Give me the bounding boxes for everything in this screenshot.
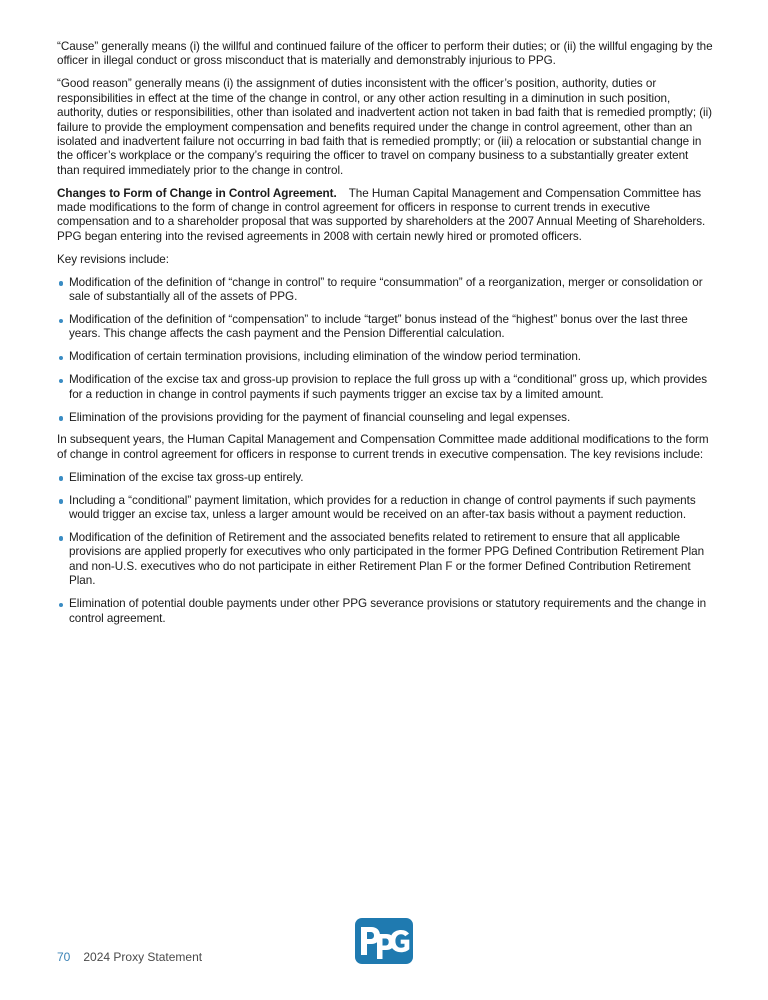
changes-section-paragraph [57,187,713,245]
bullet-icon [59,499,64,504]
list-item: Elimination of potential double payments under other PPG severance provisions or statutory requirements and the change in control agreement. [57,597,713,626]
list-item: Modification of the definition of Retirement and the associated benefits related to retirement to ensure that all applicable provisions are applied properly for executives who only participated in the former PPG Defined Contribution Retirement Plan and non-U.S. executives who do not participate in either Retirement Plan F or the former Defined Contribution Retirement Plan. [57,531,713,589]
changes-section-body: The Human Capital Management and Compensation Committee has made modifications to the form of change in control agreement for officers in response to current trends in executive compensation and to a shareholder proposal that was supported by shareholders at the 2007 Annual Meeting of Shareholders. PPG began entering into the revised agreements in 2008 with certain newly hired or promoted officers. [57,186,706,243]
bullet-icon [59,603,64,608]
document-page [57,40,713,634]
document-title: 2024 Proxy Statement [83,950,203,964]
subsequent-revisions-intro: In subsequent years, the Human Capital Management and Compensation Committee made additional modifications to the form of change in control agreement for officers in response to current trends in executive compensation. The key revisions include: [57,433,709,461]
bullet-icon [59,319,64,324]
changes-section-heading: Changes to Form of Change in Control Agreement. [57,186,337,200]
list-item: Elimination of the excise tax gross-up entirely. [57,471,713,485]
key-revisions-list [57,276,713,425]
bullet-icon [59,416,64,421]
bullet-icon [59,281,64,286]
good-reason-definition: “Good reason” generally means (i) the assignment of duties inconsistent with the officer’s position, authority, duties or responsibilities in effect at the time of the change in control, or any other action resulting in a diminution in such position, authority, duties or responsibilities, other than isolated and inadvertent action not taken in bad faith that is remedied promptly; (ii) failure to provide the employment compensation and benefits required under the change in control agreement, other than an isolated and inadvertent failure not occurring in bad faith that is remedied promptly; or (iii) a relocation or substantial change in the officer’s workplace or the company’s requiring the officer to travel on company business to a substantially greater extent than required immediately prior to the change in control. [57,77,712,177]
cause-definition: “Cause” generally means (i) the willful and continued failure of the officer to perform their duties; or (ii) the willful engaging by the officer in illegal conduct or gross misconduct that is materially and demonstrably injurious to PPG. [57,40,713,68]
list-item: Modification of the definition of “compensation” to include “target” bonus instead of the “highest” bonus over the last three years. This change affects the cash payment and the Pension Differential calculation. [57,313,713,342]
list-item: Elimination of the provisions providing for the payment of financial counseling and legal expenses. [57,411,713,425]
list-item: Modification of the definition of “change in control” to require “consummation” of a reorganization, merger or consolidation or sale of substantially all of the assets of PPG. [57,276,713,305]
ppg-logo-icon [355,918,413,964]
subsequent-revisions-list [57,471,713,626]
page-footer [57,950,202,964]
bullet-icon [59,356,64,361]
bullet-icon [59,476,64,481]
key-revisions-intro: Key revisions include: [57,252,169,266]
bullet-icon [59,536,64,541]
list-item: Modification of the excise tax and gross-up provision to replace the full gross up with a “conditional” gross up, which provides for a reduction in change in control payments if such payments trigger an excise tax by a limited amount. [57,373,713,402]
list-item: Modification of certain termination provisions, including elimination of the window period termination. [57,350,713,364]
page-number: 70 [57,950,71,964]
list-item: Including a “conditional” payment limitation, which provides for a reduction in change of control payments if such payments would trigger an excise tax, unless a larger amount would be received on an after-tax basis without a payment reduction. [57,494,713,523]
bullet-icon [59,379,64,384]
